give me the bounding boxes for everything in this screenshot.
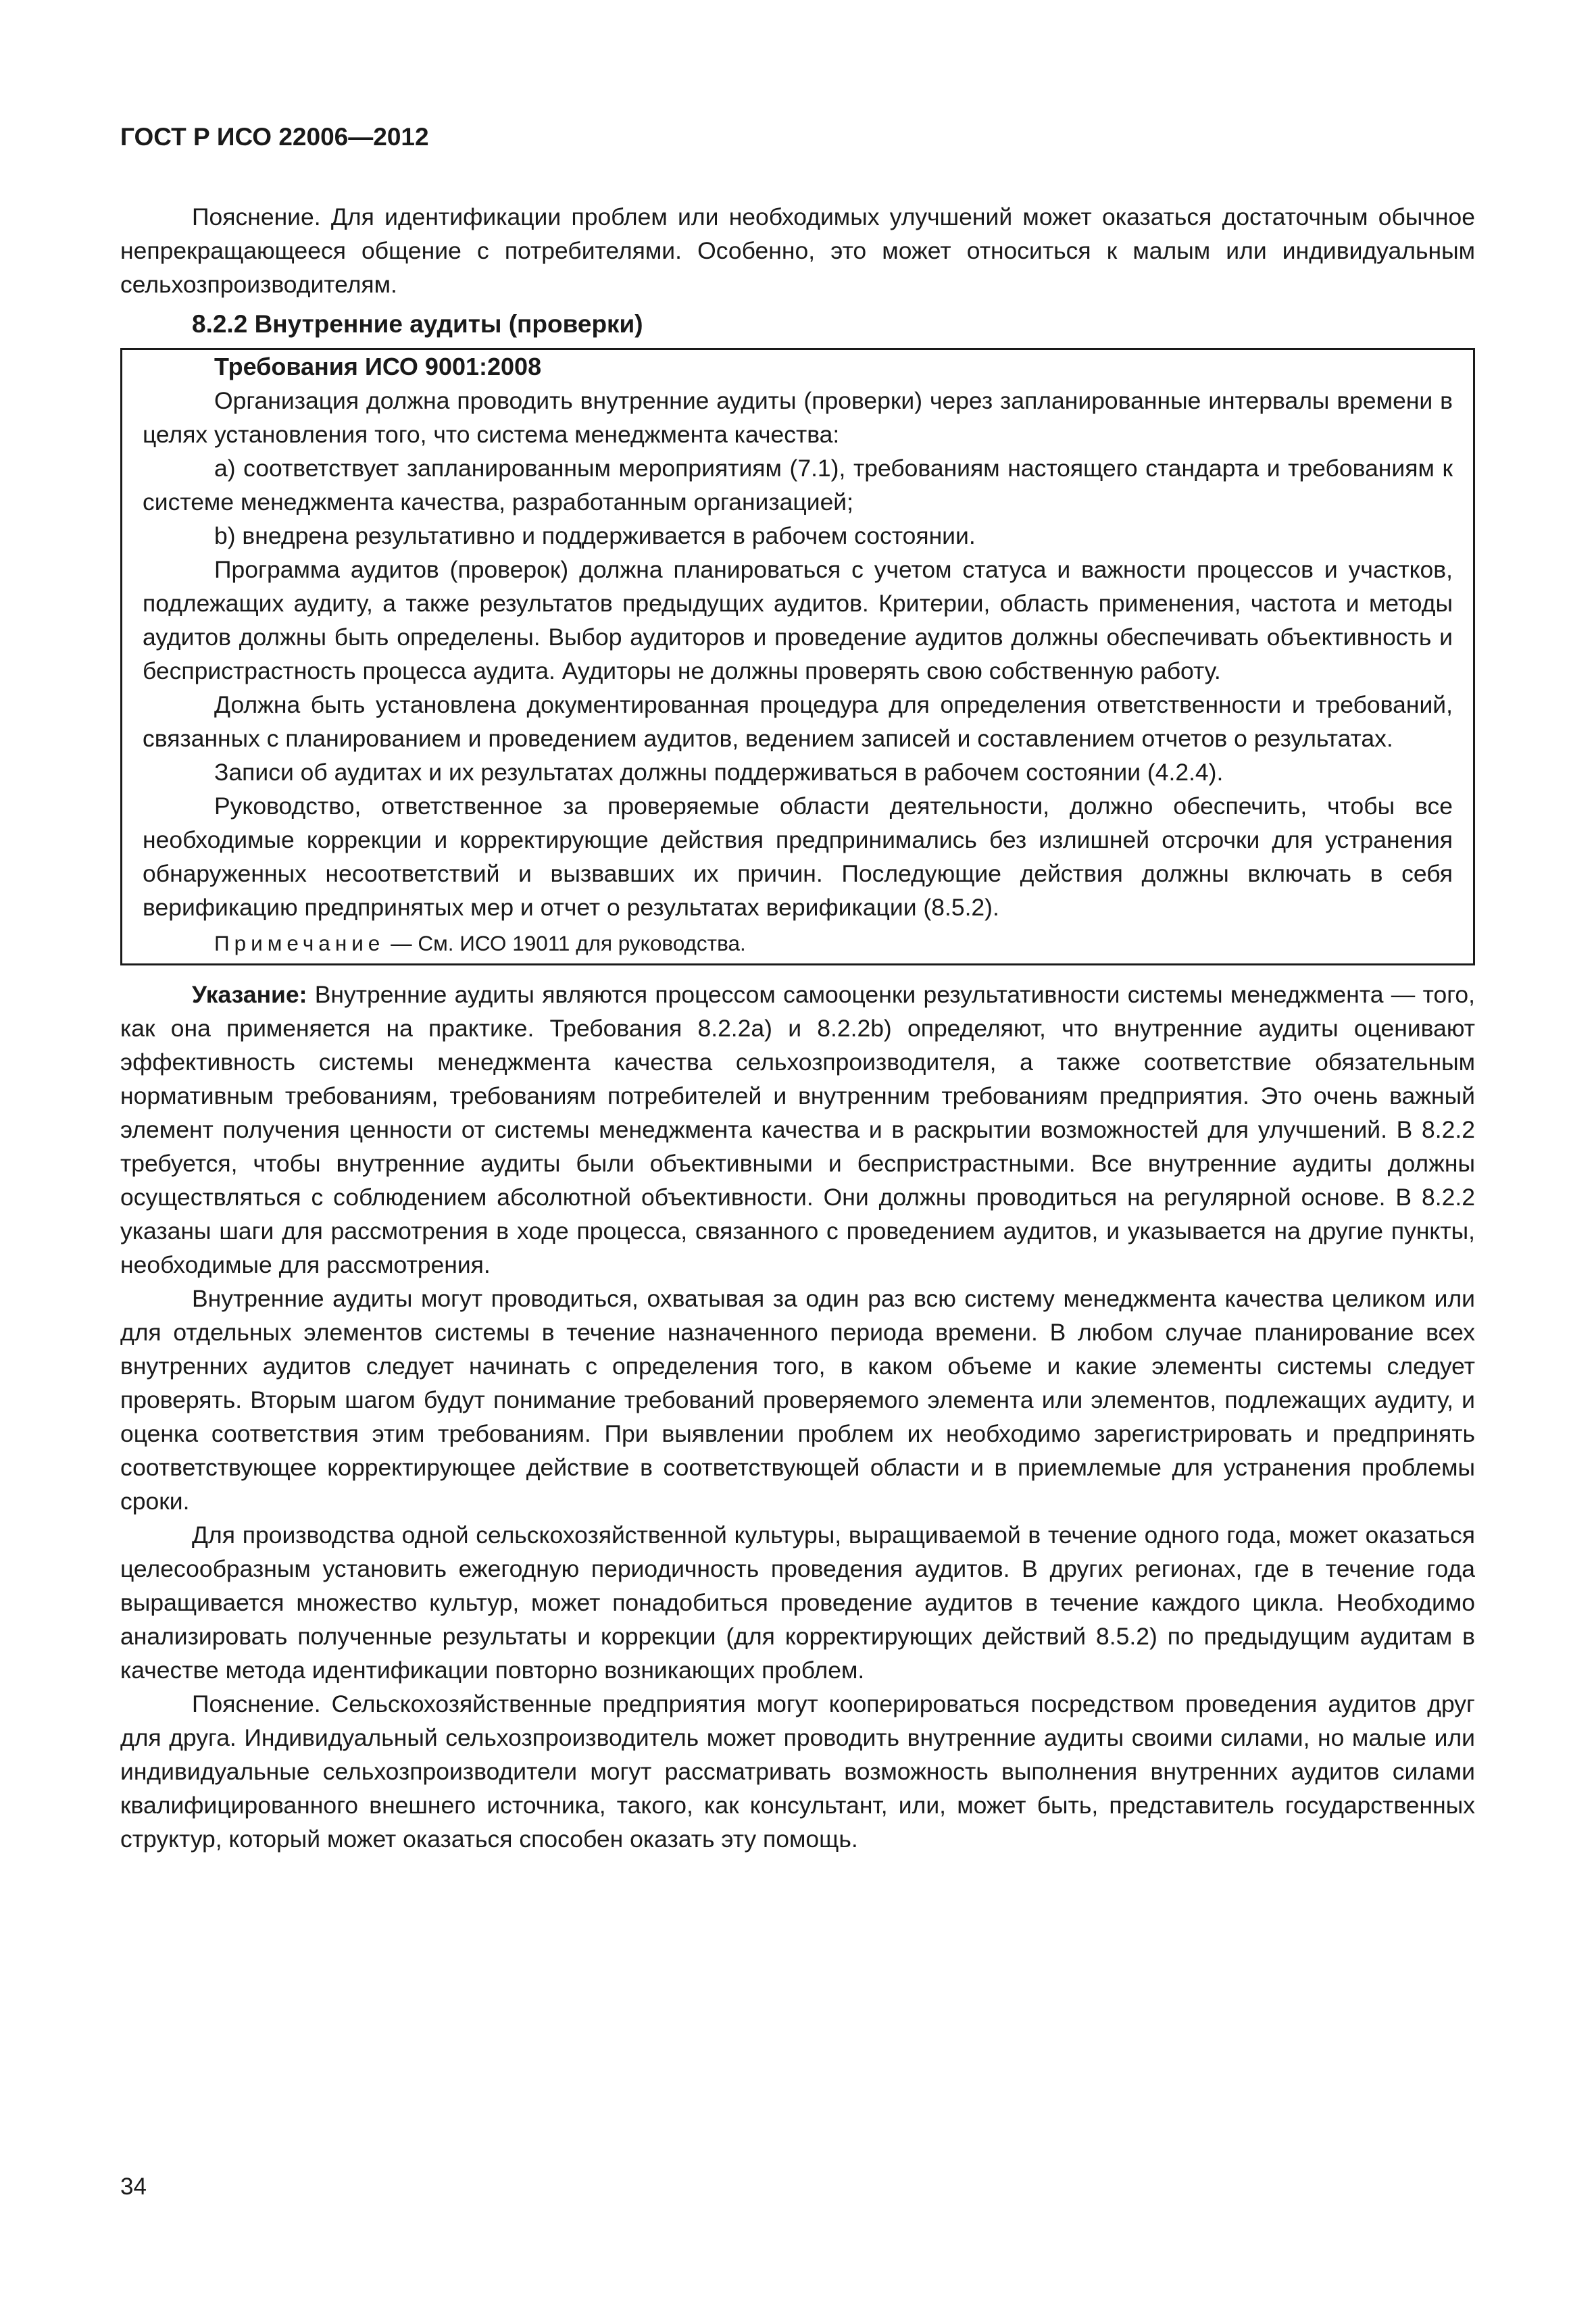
document-header: ГОСТ Р ИСО 22006—2012 [120,123,429,151]
page-number: 34 [120,2173,147,2200]
requirements-paragraph: Должна быть установлена документированная процедура для определения ответственности и требований, связанных с планированием и проведением аудитов, ведением записей и составлением отчетов о результатах. [143,691,1453,752]
requirements-item-b: b) внедрена результативно и поддерживается в рабочем состоянии. [214,522,976,549]
body-paragraph: Внутренние аудиты могут проводиться, охватывая за один раз всю систему менеджмента качества целиком или для отдельных элементов системы в течение назначенного периода времени. В любом случае планирование всех внутренних аудитов следует начинать с определения того, в каком объеме и какие элементы системы следует проверять. Вторым шагом будут понимание требований проверяемого элемента или элементов, подлежащих аудиту, и оценка соответствия этим требованиям. При выявлении проблем их необходимо зарегистрировать и предпринять соответствующее корректирующее действие в соответствующей области и в приемлемые для устранения проблемы сроки. [120,1285,1475,1515]
note-text: — См. ИСО 19011 для руководства. [384,931,746,955]
requirements-note [143,928,1453,958]
requirements-paragraph: Программа аудитов (проверок) должна планироваться с учетом статуса и важности процессов и участков, подлежащих аудиту, а также результатов предыдущих аудитов. Критерии, область применения, частота и методы аудитов должны быть определены. Выбор аудиторов и проведение аудитов должны обеспечивать объективность и беспристрастность процесса аудита. Аудиторы не должны проверять свою собственную работу. [143,556,1453,684]
requirements-item-a: a) соответствует запланированным мероприятиям (7.1), требованиям настоящего стандарта и требованиям к системе менеджмента качества, разработанным организацией; [143,455,1453,515]
section-heading: 8.2.2 Внутренние аудиты (проверки) [192,310,643,338]
guidance-lead: Указание: [192,981,307,1008]
guidance-paragraph [120,978,1475,1282]
page-content [120,200,1475,1856]
guidance-text: Внутренние аудиты являются процессом самооценки результативности системы менеджмента — того, как она применяется на практике. Требования 8.2.2a) и 8.2.2b) определяют, что внутренние аудиты оценивают эффективность системы менеджмента качества сельхозпроизводителя, а также соответствие обязательным нормативным требованиям, требованиям потребителей и внутренним требованиям предприятия. Это очень важный элемент получения ценности от системы менеджмента качества и в раскрытии возможностей для улучшений. В 8.2.2 требуется, чтобы внутренние аудиты были объективными и беспристрастными. Все внутренние аудиты должны осуществляться с соблюдением абсолютной объективности. Они должны проводиться на регулярной основе. В 8.2.2 указаны шаги для рассмотрения в ходе процесса, связанного с проведением аудитов, и указывается на другие пункты, необходимые для рассмотрения. [120,981,1475,1278]
requirements-paragraph: Записи об аудитах и их результатах должны поддерживаться в рабочем состоянии (4.2.4). [214,759,1224,786]
requirements-paragraph: Руководство, ответственное за проверяемые области деятельности, должно обеспечить, чтобы все необходимые коррекции и корректирующие действия предпринимались без излишней отсрочки для устранения обнаруженных несоответствий и вызвавших их причин. Последующие действия должны включать в себя верификацию предпринятых мер и отчет о результатах верификации (8.5.2). [143,793,1453,921]
note-label: Примечание [214,931,385,955]
body-paragraph: Пояснение. Сельскохозяйственные предприятия могут кооперироваться посредством проведения аудитов друг для друга. Индивидуальный сельхозпроизводитель может проводить внутренние аудиты своими силами, но малые или индивидуальные сельхозпроизводители могут рассматривать возможность выполнения внутренних аудитов силами квалифицированного внешнего источника, такого, как консультант, или, может быть, представитель государственных структур, который может оказаться способен оказать эту помощь. [120,1690,1475,1853]
body-paragraph: Для производства одной сельскохозяйственной культуры, выращиваемой в течение одного года, может оказаться целесообразным установить ежегодную периодичность проведения аудитов. В других регионах, где в течение года выращивается множество культур, может понадобиться проведение аудитов в течение каждого цикла. Необходимо анализировать полученные результаты и коррекции (для корректирующих действий 8.5.2) по предыдущим аудитам в качестве метода идентификации повторно возникающих проблем. [120,1521,1475,1684]
requirements-title: Требования ИСО 9001:2008 [214,353,542,380]
requirements-paragraph: Организация должна проводить внутренние аудиты (проверки) через запланированные интервалы времени в целях установления того, что система менеджмента качества: [143,387,1453,448]
intro-paragraph: Пояснение. Для идентификации проблем или необходимых улучшений может оказаться достаточным обычное непрекращающееся общение с потребителями. Особенно, это может относиться к малым или индивидуальным сельхозпроизводителям. [120,203,1475,298]
requirements-box [120,348,1475,965]
